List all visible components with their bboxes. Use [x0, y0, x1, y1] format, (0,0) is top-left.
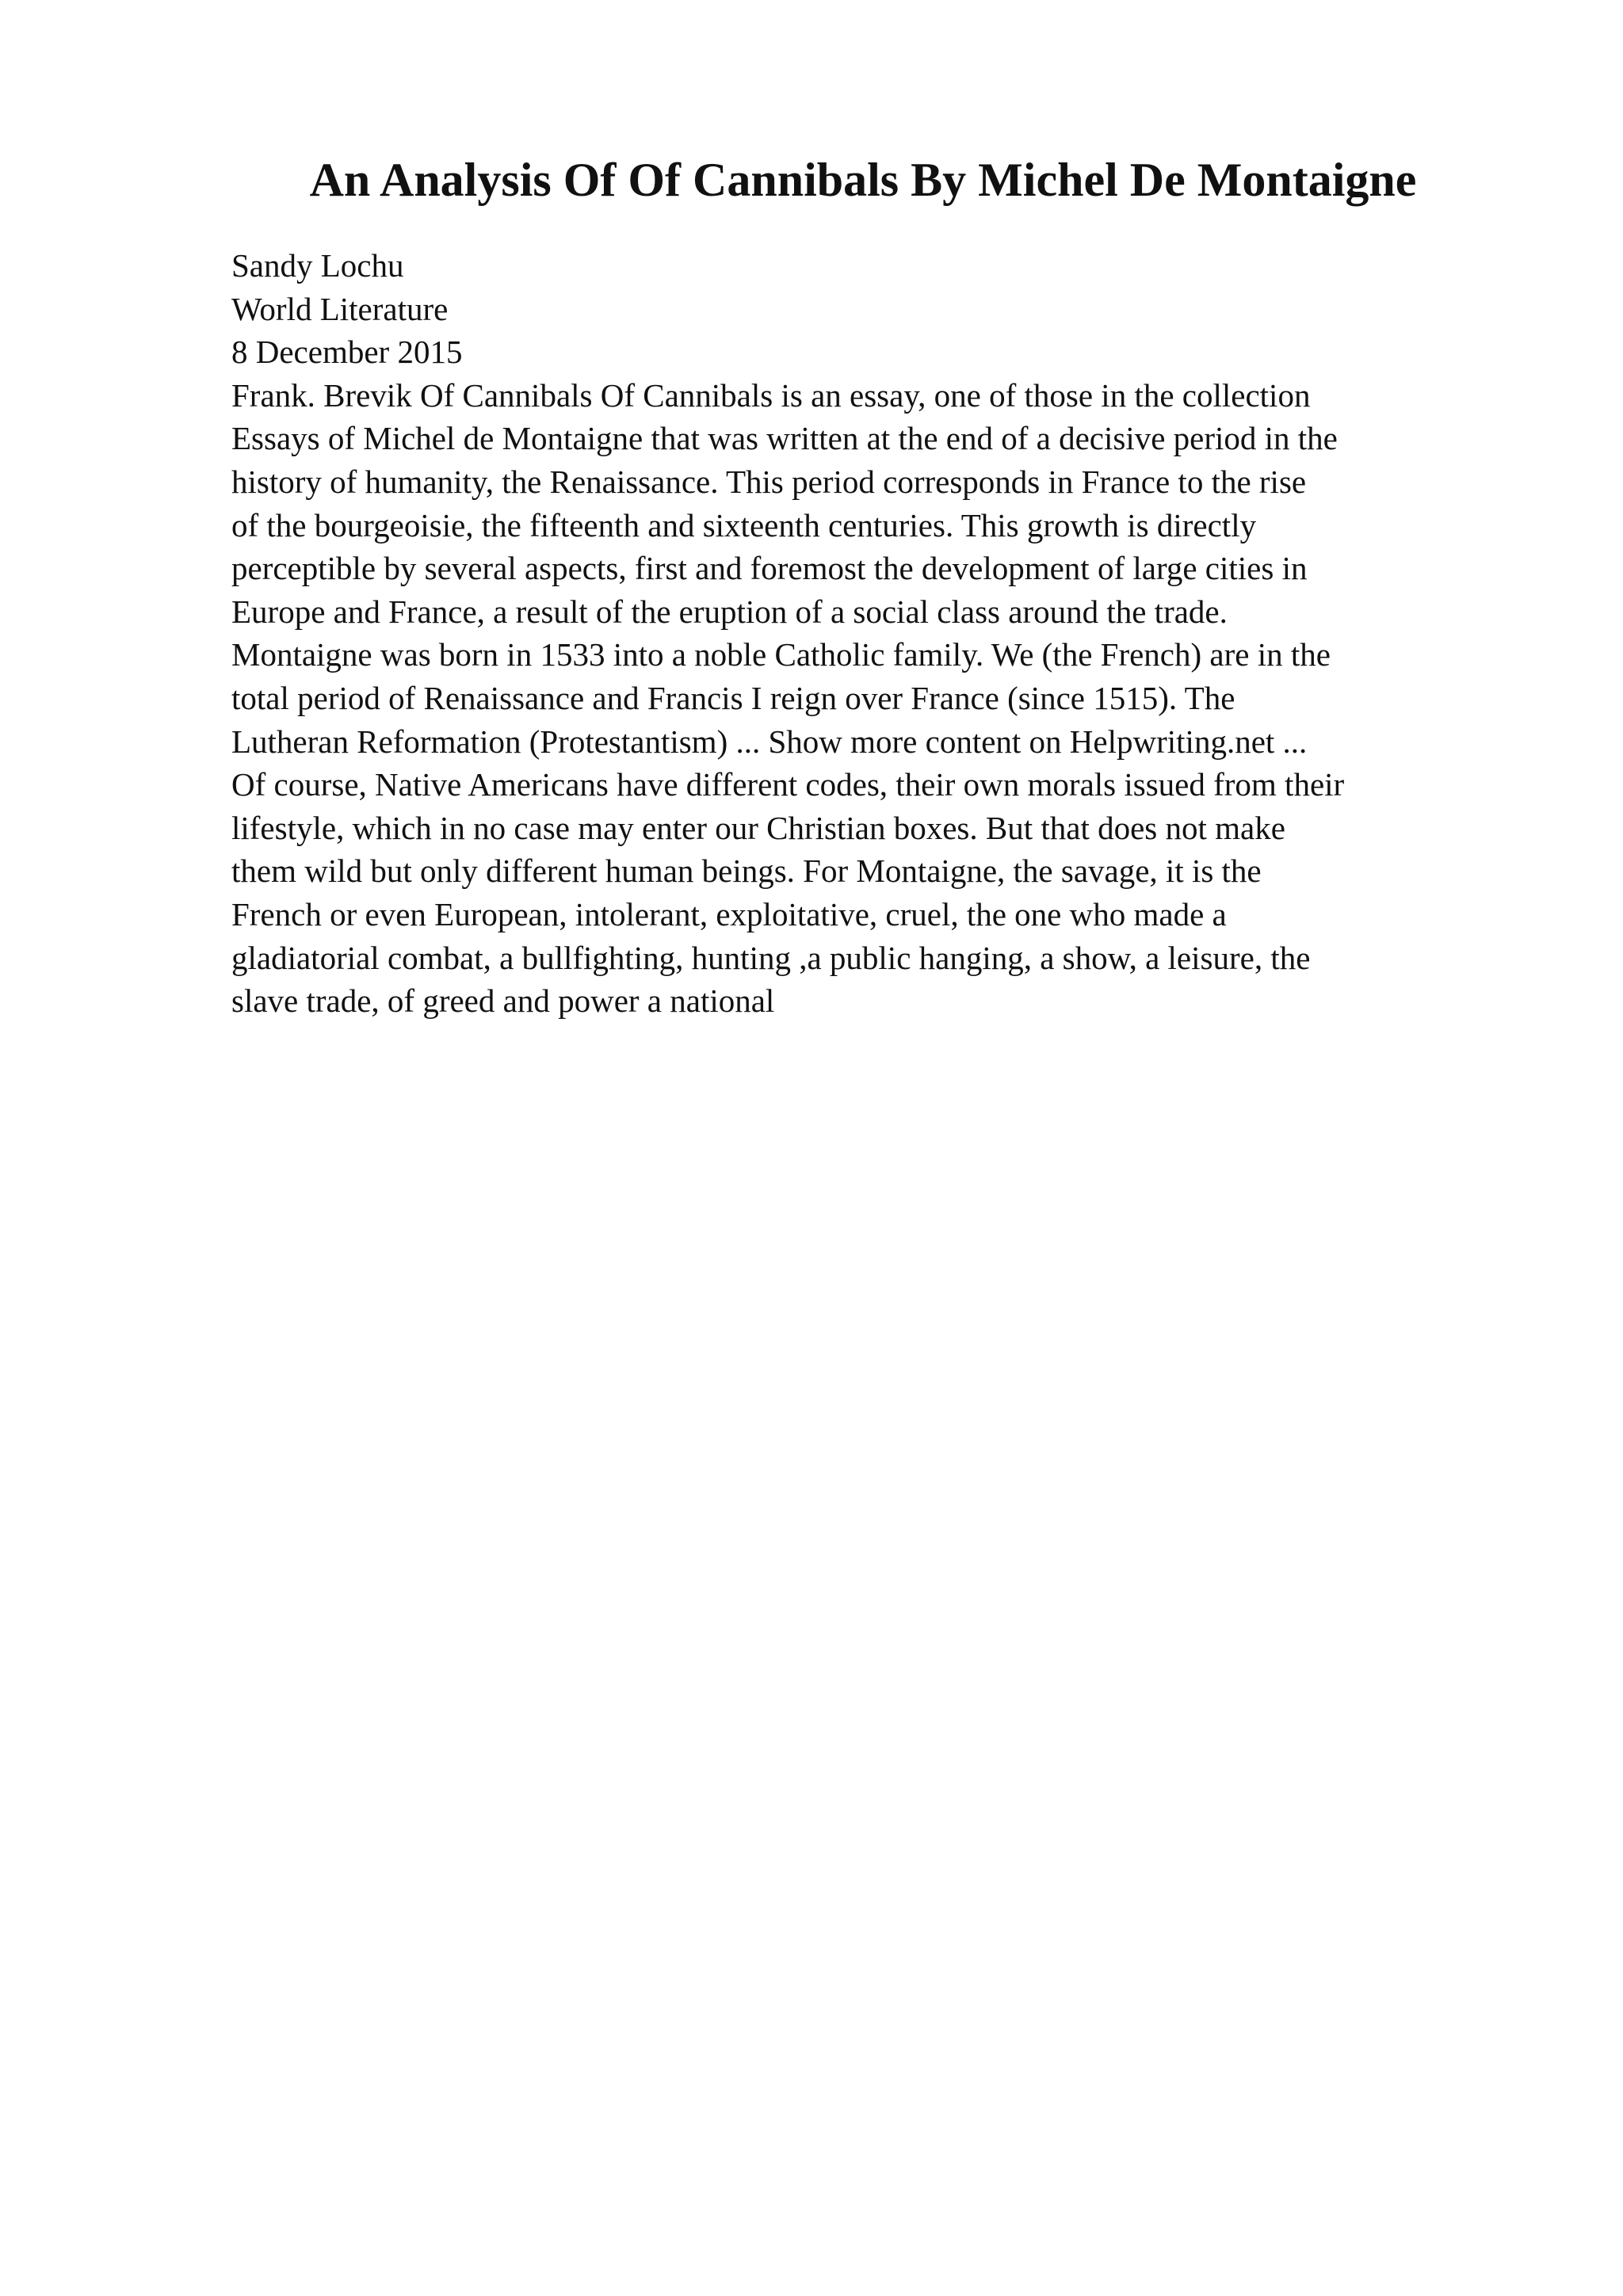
- body-line: French or even European, intolerant, exploitative, cruel, the one who made a: [231, 895, 1227, 933]
- body-line: perceptible by several aspects, first and foremost the development of large cities in: [231, 550, 1308, 587]
- body-line: them wild but only different human beings. For Montaigne, the savage, it is the: [231, 852, 1262, 890]
- body-line: history of humanity, the Renaissance. This period corresponds in France to the rise: [231, 463, 1307, 500]
- document-date: 8 December 2015: [231, 334, 463, 371]
- body-line: lifestyle, which in no case may enter our Christian boxes. But that does not make: [231, 809, 1285, 846]
- body-line: Frank. Brevik Of Cannibals Of Cannibals is an essay, one of those in the collection: [231, 376, 1311, 414]
- body-line: of the bourgeoisie, the fifteenth and sixteenth centuries. This growth is directly: [231, 506, 1257, 543]
- document-title: An Analysis Of Of Cannibals By Michel De Montaigne: [309, 154, 1417, 206]
- body-line: Essays of Michel de Montaigne that was written at the end of a decisive period in the: [231, 420, 1338, 457]
- body-line: Europe and France, a result of the eruption of a social class around the trade.: [231, 593, 1228, 630]
- body-line: Lutheran Reformation (Protestantism) ... Show more content on Helpwriting.net ...: [231, 723, 1308, 760]
- course-name: World Literature: [231, 290, 449, 327]
- body-line: gladiatorial combat, a bullfighting, hunting ,a public hanging, a show, a leisure, the: [231, 939, 1311, 976]
- document-body: [231, 244, 1515, 1023]
- body-line: Montaigne was born in 1533 into a noble Catholic family. We (the French) are in the: [231, 636, 1331, 673]
- body-line: total period of Renaissance and Francis I reign over France (since 1515). The: [231, 679, 1235, 716]
- body-line: Of course, Native Americans have different codes, their own morals issued from their: [231, 766, 1345, 803]
- body-line: slave trade, of greed and power a national: [231, 982, 775, 1020]
- author-name: Sandy Lochu: [231, 247, 404, 284]
